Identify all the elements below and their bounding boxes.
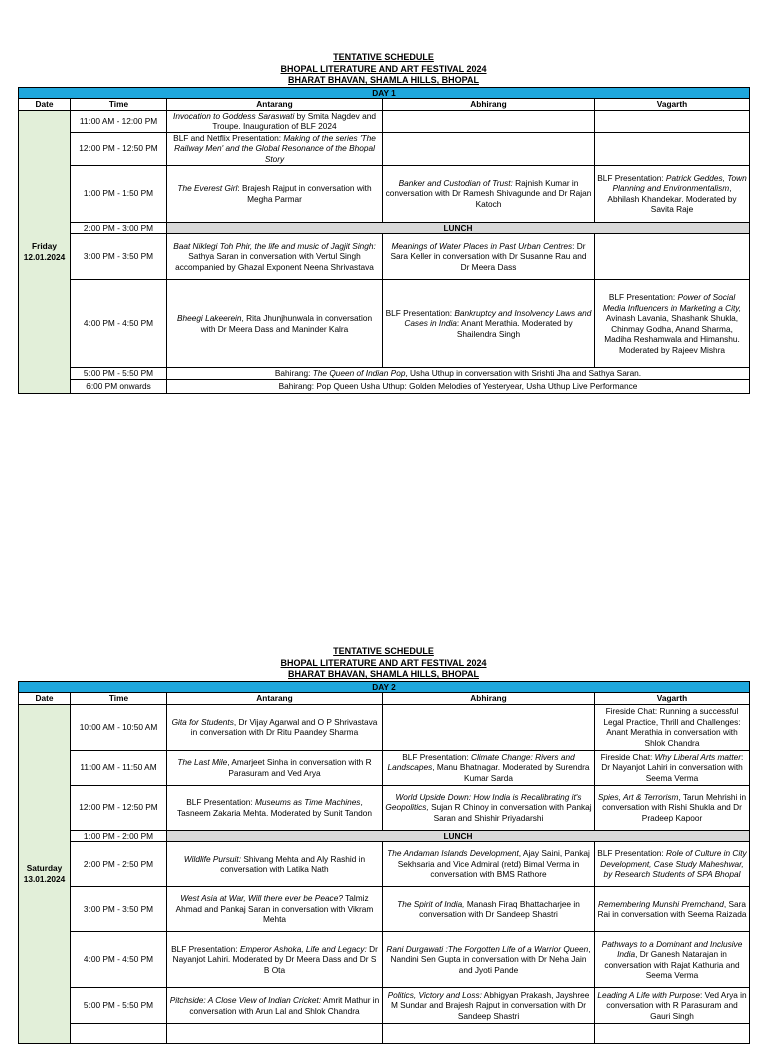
- schedule-table-day2: [18, 681, 750, 1044]
- vagarth-session: Remembering Munshi Premchand, Sara Rai in conversation with Seema Raizada: [595, 887, 750, 932]
- time-cell: 2:00 PM - 3:00 PM: [71, 222, 167, 234]
- time-cell: 10:00 AM - 10:50 AM: [71, 704, 167, 750]
- col-antarang: Antarang: [167, 693, 383, 705]
- time-cell: 11:00 AM - 11:50 AM: [71, 750, 167, 785]
- antarang-session: Wildlife Pursuit: Shivang Mehta and Aly Rashid in conversation with Latika Nath: [167, 842, 383, 887]
- col-date: Date: [19, 99, 71, 111]
- date-cell: Friday 12.01.2024: [19, 110, 71, 394]
- antarang-session: [167, 1024, 383, 1044]
- day-label: DAY 2: [19, 681, 750, 693]
- abhirang-session: BLF Presentation: Bankruptcy and Insolvency Laws and Cases in India: Anant Merathia. Moderated by Shailendra Singh: [383, 280, 595, 368]
- lunch-break: LUNCH: [167, 830, 750, 842]
- schedule-title: TENTATIVE SCHEDULE: [18, 646, 749, 658]
- antarang-session: Bheegi Lakeerein, Rita Jhunjhunwala in conversation with Dr Meera Dass and Maninder Kalra: [167, 280, 383, 368]
- time-cell: 12:00 PM - 12:50 PM: [71, 132, 167, 165]
- schedule-day1: [18, 52, 749, 394]
- abhirang-session: BLF Presentation: Climate Change: Rivers and Landscapes, Manu Bhatnagar. Moderated by Surendra Kumar Sarda: [383, 750, 595, 785]
- lunch-break: LUNCH: [167, 222, 750, 234]
- time-cell: 4:00 PM - 4:50 PM: [71, 280, 167, 368]
- time-cell: [71, 1024, 167, 1044]
- vagarth-session: BLF Presentation: Role of Culture in City Development, Case Study Maheshwar, by Research Students of SPA Bhopal: [595, 842, 750, 887]
- abhirang-session: Banker and Custodian of Trust: Rajnish Kumar in conversation with Dr Ramesh Shivagunde and Dr Rajan Katoch: [383, 165, 595, 222]
- vagarth-session: BLF Presentation: Power of Social Media Influencers in Marketing a City, Avinash Lavania, Shashank Shukla, Chinmay Godha, Anand Sharma, Madiha Reshamwala and Himanshu. Moderated by Rajeev Mishra: [595, 280, 750, 368]
- schedule-day2: [18, 646, 749, 1044]
- vagarth-session: Leading A Life with Purpose: Ved Arya in conversation with R Parasuram and Gauri Singh: [595, 988, 750, 1024]
- abhirang-session: [383, 110, 595, 132]
- col-abhirang: Abhirang: [383, 693, 595, 705]
- vagarth-session: Fireside Chat: Running a successful Legal Practice, Thrill and Challenges: Anant Merathia in conversation with Shlok Chandra: [595, 704, 750, 750]
- time-cell: 5:00 PM - 5:50 PM: [71, 988, 167, 1024]
- abhirang-session: [383, 132, 595, 165]
- vagarth-session: [595, 110, 750, 132]
- col-date: Date: [19, 693, 71, 705]
- antarang-session: Gita for Students, Dr Vijay Agarwal and O P Shrivastava in conversation with Dr Ritu Paandey Sharma: [167, 704, 383, 750]
- antarang-session: The Everest Girl: Brajesh Rajput in conversation with Megha Parmar: [167, 165, 383, 222]
- day-label: DAY 1: [19, 87, 750, 99]
- antarang-session: Baat Niklegi Toh Phir, the life and music of Jagjit Singh: Sathya Saran in conversation with Vertul Singh accompanied by Ghazal Exponent Neena Shrivastava: [167, 234, 383, 280]
- antarang-session: BLF and Netflix Presentation: Making of the series 'The Railway Men' and the Global Resonance of the Bhopal Story: [167, 132, 383, 165]
- antarang-session: BLF Presentation: Museums as Time Machines, Tasneem Zakaria Mehta. Moderated by Sunit Tandon: [167, 785, 383, 830]
- antarang-session: West Asia at War, Will there ever be Peace? Talmiz Ahmad and Pankaj Saran in conversation with Vikram Mehta: [167, 887, 383, 932]
- venue: BHARAT BHAVAN, SHAMLA HILLS, BHOPAL: [18, 75, 749, 87]
- time-cell: 5:00 PM - 5:50 PM: [71, 368, 167, 380]
- time-cell: 4:00 PM - 4:50 PM: [71, 932, 167, 988]
- abhirang-session: Rani Durgawati :The Forgotten Life of a Warrior Queen, Nandini Sen Gupta in conversation with Dr Neha Jain and Jyoti Pande: [383, 932, 595, 988]
- time-cell: 2:00 PM - 2:50 PM: [71, 842, 167, 887]
- time-cell: 11:00 AM - 12:00 PM: [71, 110, 167, 132]
- col-vagarth: Vagarth: [595, 99, 750, 111]
- vagarth-session: [595, 132, 750, 165]
- antarang-session: BLF Presentation: Emperor Ashoka, Life and Legacy: Dr Nayanjot Lahiri. Moderated by Dr Meera Dass and Dr S B Ota: [167, 932, 383, 988]
- col-vagarth: Vagarth: [595, 693, 750, 705]
- abhirang-session: World Upside Down: How India is Recalibrating it's Geopolitics, Sujan R Chinoy in conversation with Pankaj Saran and Shishir Priyadarshi: [383, 785, 595, 830]
- antarang-session: Pitchside: A Close View of Indian Cricket: Amrit Mathur in conversation with Arun Lal and Shlok Chandra: [167, 988, 383, 1024]
- bahirang-performance: Bahirang: Pop Queen Usha Uthup: Golden Melodies of Yesteryear, Usha Uthup Live Performance: [167, 380, 750, 394]
- time-cell: 1:00 PM - 2:00 PM: [71, 830, 167, 842]
- col-antarang: Antarang: [167, 99, 383, 111]
- venue: BHARAT BHAVAN, SHAMLA HILLS, BHOPAL: [18, 669, 749, 681]
- vagarth-session: Spies, Art & Terrorism, Tarun Mehrishi in conversation with Rishi Shukla and Dr Pradeep Kapoor: [595, 785, 750, 830]
- abhirang-session: [383, 704, 595, 750]
- vagarth-session: [595, 1024, 750, 1044]
- time-cell: 12:00 PM - 12:50 PM: [71, 785, 167, 830]
- col-abhirang: Abhirang: [383, 99, 595, 111]
- antarang-session: Invocation to Goddess Saraswati by Smita Nagdev and Troupe. Inauguration of BLF 2024: [167, 110, 383, 132]
- col-time: Time: [71, 693, 167, 705]
- vagarth-session: Fireside Chat: Why Liberal Arts matter: Dr Nayanjot Lahiri in conversation with Seema Verma: [595, 750, 750, 785]
- abhirang-session: The Spirit of India, Manash Firaq Bhattacharjee in conversation with Dr Sandeep Shastri: [383, 887, 595, 932]
- abhirang-session: The Andaman Islands Development, Ajay Saini, Pankaj Sekhsaria and Vice Admiral (retd) Bimal Verma in conversation with BMS Rathore: [383, 842, 595, 887]
- abhirang-session: [383, 1024, 595, 1044]
- festival-name: BHOPAL LITERATURE AND ART FESTIVAL 2024: [18, 64, 749, 76]
- col-time: Time: [71, 99, 167, 111]
- time-cell: 1:00 PM - 1:50 PM: [71, 165, 167, 222]
- vagarth-session: Pathways to a Dominant and Inclusive India, Dr Ganesh Natarajan in conversation with Rajat Kathuria and Seema Verma: [595, 932, 750, 988]
- schedule-table-day1: [18, 87, 750, 395]
- schedule-title: TENTATIVE SCHEDULE: [18, 52, 749, 64]
- vagarth-session: [595, 234, 750, 280]
- antarang-session: The Last Mile, Amarjeet Sinha in conversation with R Parasuram and Ved Arya: [167, 750, 383, 785]
- bahirang-session: Bahirang: The Queen of Indian Pop, Usha Uthup in conversation with Srishti Jha and Sathya Saran.: [167, 368, 750, 380]
- time-cell: 3:00 PM - 3:50 PM: [71, 887, 167, 932]
- time-cell: 3:00 PM - 3:50 PM: [71, 234, 167, 280]
- date-cell: Saturday 13.01.2024: [19, 704, 71, 1044]
- festival-name: BHOPAL LITERATURE AND ART FESTIVAL 2024: [18, 658, 749, 670]
- time-cell: 6:00 PM onwards: [71, 380, 167, 394]
- abhirang-session: Meanings of Water Places in Past Urban Centres: Dr Sara Keller in conversation with Dr Susanne Rau and Dr Meera Dass: [383, 234, 595, 280]
- abhirang-session: Politics, Victory and Loss: Abhigyan Prakash, Jayshree M Sundar and Brajesh Rajput in conversation with Dr Sandeep Shastri: [383, 988, 595, 1024]
- vagarth-session: BLF Presentation: Patrick Geddes, Town Planning and Environmentalism, Abhilash Khandekar. Moderated by Savita Raje: [595, 165, 750, 222]
